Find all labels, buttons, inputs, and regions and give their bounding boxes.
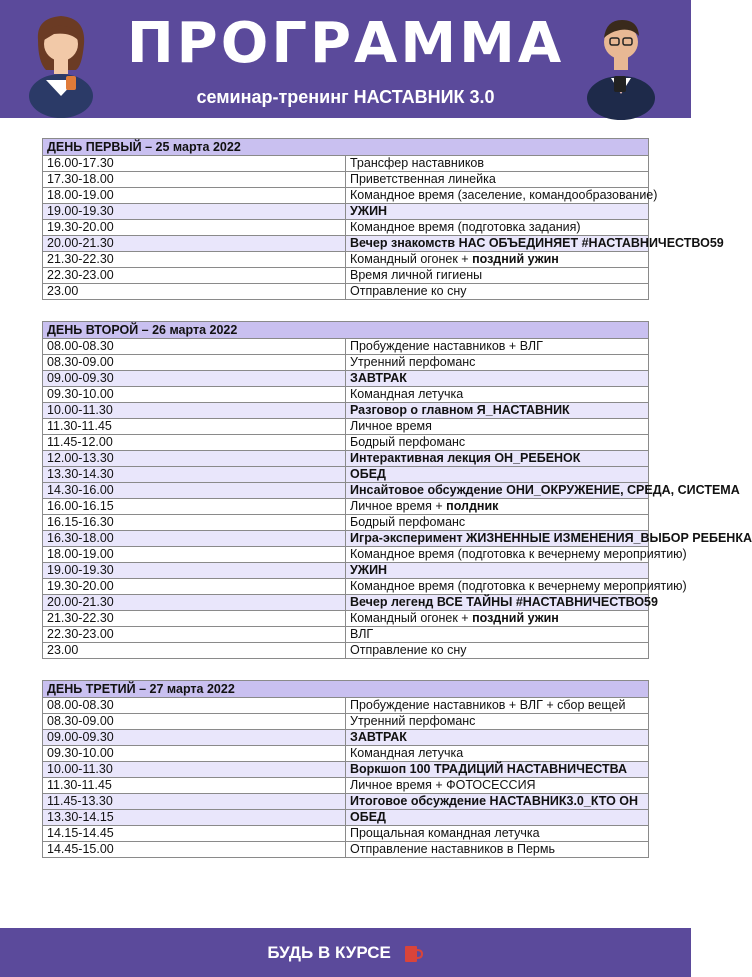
time-cell: 23.00 — [43, 284, 346, 300]
time-cell: 20.00-21.30 — [43, 236, 346, 252]
schedule-row — [43, 220, 649, 236]
activity-text: ОБЕД — [350, 810, 386, 824]
activity-cell — [346, 714, 649, 730]
activity-cell — [346, 284, 649, 300]
activity-cell — [346, 204, 649, 220]
time-cell: 21.30-22.30 — [43, 252, 346, 268]
day-table — [42, 138, 724, 300]
schedule-row — [43, 842, 649, 858]
footer-text: БУДЬ В КУРСЕ — [267, 943, 391, 962]
time-cell: 20.00-21.30 — [43, 595, 346, 611]
day-title: ДЕНЬ ТРЕТИЙ – 27 марта 2022 — [43, 681, 649, 698]
activity-cell — [346, 531, 752, 547]
schedule-row — [43, 387, 649, 403]
activity-cell — [346, 810, 649, 826]
schedule-row — [43, 762, 649, 778]
time-cell: 13.30-14.15 — [43, 810, 346, 826]
activity-text: Отправление ко сну — [350, 284, 467, 298]
activity-text: ЗАВТРАК — [350, 371, 407, 385]
schedule-row — [43, 435, 649, 451]
schedule-row — [43, 188, 649, 204]
activity-text: Отправление ко сну — [350, 643, 467, 657]
schedule-row — [43, 826, 649, 842]
time-cell: 10.00-11.30 — [43, 403, 346, 419]
activity-cell — [346, 563, 649, 579]
header-banner — [0, 0, 691, 118]
schedule-row — [43, 778, 649, 794]
schedule-row — [43, 595, 649, 611]
footer-banner — [0, 928, 691, 977]
activity-text: поздний ужин — [472, 611, 559, 625]
day-title: ДЕНЬ ВТОРОЙ – 26 марта 2022 — [43, 322, 649, 339]
time-cell: 18.00-19.00 — [43, 188, 346, 204]
activity-cell — [346, 220, 649, 236]
time-cell: 12.00-13.30 — [43, 451, 346, 467]
activity-cell — [346, 515, 649, 531]
schedule-row — [43, 403, 649, 419]
schedule-row — [43, 794, 649, 810]
activity-text: Командное время (заселение, командообразование) — [350, 188, 658, 202]
activity-cell — [346, 826, 649, 842]
activity-cell — [346, 355, 649, 371]
time-cell: 13.30-14.30 — [43, 467, 346, 483]
activity-text: Игра-эксперимент ЖИЗНЕННЫЕ ИЗМЕНЕНИЯ_ВЫБОР РЕБЕНКА — [350, 531, 752, 545]
activity-text: ОБЕД — [350, 467, 386, 481]
activity-text: Личное время — [350, 419, 432, 433]
time-cell: 22.30-23.00 — [43, 627, 346, 643]
activity-cell — [346, 387, 649, 403]
activity-cell — [346, 627, 649, 643]
activity-text: полдник — [446, 499, 499, 513]
activity-cell — [346, 595, 658, 611]
schedule-row — [43, 515, 649, 531]
schedule-row — [43, 371, 649, 387]
activity-text: Командный огонек + — [350, 611, 473, 625]
activity-cell — [346, 268, 649, 284]
day-table — [42, 321, 752, 659]
activity-text: УЖИН — [350, 204, 388, 218]
time-cell: 14.15-14.45 — [43, 826, 346, 842]
activity-text: Личное время + — [350, 499, 447, 513]
schedule-row — [43, 451, 649, 467]
activity-text: Воркшоп 100 ТРАДИЦИЙ НАСТАВНИЧЕСТВА — [350, 762, 628, 776]
activity-cell — [346, 778, 649, 794]
time-cell: 11.30-11.45 — [43, 778, 346, 794]
schedule-row — [43, 627, 649, 643]
schedule-row — [43, 236, 649, 252]
schedule-row — [43, 611, 649, 627]
time-cell: 14.30-16.00 — [43, 483, 346, 499]
schedule — [42, 138, 752, 879]
activity-text: Бодрый перфоманс — [350, 435, 466, 449]
time-cell: 19.00-19.30 — [43, 204, 346, 220]
activity-cell — [346, 451, 649, 467]
time-cell: 14.45-15.00 — [43, 842, 346, 858]
schedule-row — [43, 643, 649, 659]
schedule-row — [43, 547, 649, 563]
activity-text: Инсайтовое обсуждение ОНИ_ОКРУЖЕНИЕ, СРЕДА, СИСТЕМА — [350, 483, 740, 497]
time-cell: 09.30-10.00 — [43, 387, 346, 403]
schedule-row — [43, 252, 649, 268]
activity-text: Интерактивная лекция ОН_РЕБЕНОК — [350, 451, 581, 465]
activity-text: Пробуждение наставников + ВЛГ — [350, 339, 543, 353]
activity-cell — [346, 403, 649, 419]
activity-text: Время личной гигиены — [350, 268, 483, 282]
time-cell: 19.00-19.30 — [43, 563, 346, 579]
time-cell: 19.30-20.00 — [43, 220, 346, 236]
activity-text: Утренний перфоманс — [350, 355, 476, 369]
time-cell: 16.30-18.00 — [43, 531, 346, 547]
activity-cell — [346, 643, 649, 659]
activity-text: Командная летучка — [350, 387, 464, 401]
activity-cell — [346, 730, 649, 746]
page-title: ПРОГРАММА — [126, 11, 565, 76]
time-cell: 08.30-09.00 — [43, 355, 346, 371]
schedule-row — [43, 579, 649, 595]
activity-cell — [346, 842, 649, 858]
schedule-row — [43, 467, 649, 483]
time-cell: 23.00 — [43, 643, 346, 659]
schedule-row — [43, 563, 649, 579]
activity-cell — [346, 794, 649, 810]
activity-text: УЖИН — [350, 563, 388, 577]
time-cell: 17.30-18.00 — [43, 172, 346, 188]
activity-cell — [346, 371, 649, 387]
activity-text: Разговор о главном Я_НАСТАВНИК — [350, 403, 570, 417]
activity-cell — [346, 483, 740, 499]
time-cell: 10.00-11.30 — [43, 762, 346, 778]
activity-cell — [346, 499, 649, 515]
day-table — [42, 680, 649, 858]
time-cell: 11.45-12.00 — [43, 435, 346, 451]
activity-cell — [346, 236, 724, 252]
activity-text: Пробуждение наставников + ВЛГ + сбор вещей — [350, 698, 626, 712]
schedule-row — [43, 339, 649, 355]
schedule-row — [43, 419, 649, 435]
activity-cell — [346, 547, 687, 563]
schedule-row — [43, 730, 649, 746]
time-cell: 11.30-11.45 — [43, 419, 346, 435]
mug-icon — [402, 943, 424, 965]
activity-text: Командное время (подготовка к вечернему мероприятию) — [350, 547, 687, 561]
activity-text: ЗАВТРАК — [350, 730, 407, 744]
activity-cell — [346, 435, 649, 451]
activity-text: Итоговое обсуждение НАСТАВНИК3.0_КТО ОН — [350, 794, 639, 808]
time-cell: 08.00-08.30 — [43, 698, 346, 714]
schedule-row — [43, 714, 649, 730]
activity-cell — [346, 419, 649, 435]
time-cell: 08.30-09.00 — [43, 714, 346, 730]
day-title: ДЕНЬ ПЕРВЫЙ – 25 марта 2022 — [43, 139, 649, 156]
activity-text: Утренний перфоманс — [350, 714, 476, 728]
time-cell: 18.00-19.00 — [43, 547, 346, 563]
schedule-row — [43, 284, 649, 300]
activity-text: Командный огонек + — [350, 252, 473, 266]
activity-cell — [346, 156, 649, 172]
activity-cell — [346, 698, 649, 714]
schedule-row — [43, 698, 649, 714]
activity-text: Личное время + ФОТОСЕССИЯ — [350, 778, 536, 792]
time-cell: 08.00-08.30 — [43, 339, 346, 355]
time-cell: 22.30-23.00 — [43, 268, 346, 284]
activity-cell — [346, 252, 649, 268]
schedule-row — [43, 531, 649, 547]
activity-text: поздний ужин — [472, 252, 559, 266]
time-cell: 09.30-10.00 — [43, 746, 346, 762]
schedule-row — [43, 483, 649, 499]
schedule-row — [43, 268, 649, 284]
time-cell: 09.00-09.30 — [43, 730, 346, 746]
activity-text: ВЛГ — [350, 627, 374, 641]
schedule-row — [43, 156, 649, 172]
schedule-row — [43, 172, 649, 188]
activity-cell — [346, 611, 649, 627]
time-cell: 16.00-16.15 — [43, 499, 346, 515]
activity-text: Вечер легенд ВСЕ ТАЙНЫ #НАСТАВНИЧЕСТВО59 — [350, 595, 658, 609]
activity-text: Командное время (подготовка задания) — [350, 220, 581, 234]
time-cell: 19.30-20.00 — [43, 579, 346, 595]
page-subtitle: семинар-тренинг НАСТАВНИК 3.0 — [196, 87, 495, 107]
activity-cell — [346, 762, 649, 778]
activity-cell — [346, 579, 687, 595]
activity-text: Вечер знакомств НАС ОБЪЕДИНЯЕТ #НАСТАВНИЧЕСТВО59 — [350, 236, 724, 250]
activity-text: Трансфер наставников — [350, 156, 485, 170]
schedule-row — [43, 810, 649, 826]
time-cell: 11.45-13.30 — [43, 794, 346, 810]
activity-text: Приветственная линейка — [350, 172, 496, 186]
schedule-row — [43, 746, 649, 762]
activity-text: Прощальная командная летучка — [350, 826, 540, 840]
activity-cell — [346, 188, 658, 204]
activity-cell — [346, 467, 649, 483]
schedule-row — [43, 355, 649, 371]
schedule-row — [43, 204, 649, 220]
activity-text: Отправление наставников в Пермь — [350, 842, 555, 856]
activity-text: Бодрый перфоманс — [350, 515, 466, 529]
activity-cell — [346, 339, 649, 355]
activity-text: Командное время (подготовка к вечернему мероприятию) — [350, 579, 687, 593]
time-cell: 16.00-17.30 — [43, 156, 346, 172]
activity-text: Командная летучка — [350, 746, 464, 760]
time-cell: 16.15-16.30 — [43, 515, 346, 531]
activity-cell — [346, 172, 649, 188]
activity-cell — [346, 746, 649, 762]
time-cell: 09.00-09.30 — [43, 371, 346, 387]
schedule-row — [43, 499, 649, 515]
time-cell: 21.30-22.30 — [43, 611, 346, 627]
